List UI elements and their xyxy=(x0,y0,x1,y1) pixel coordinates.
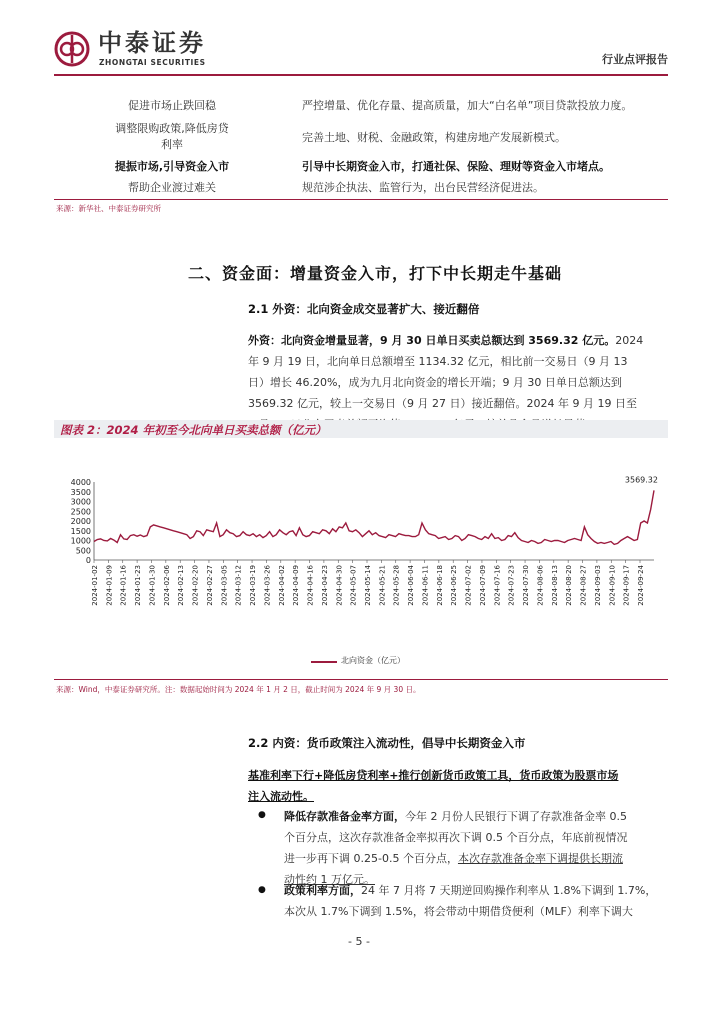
x-tick-label: 2024-07-02 xyxy=(464,565,473,606)
table-cell-right: 完善土地、财税、金融政策，构建房地产发展新模式。 xyxy=(302,131,566,144)
x-tick-label: 2024-02-27 xyxy=(205,565,214,606)
brand-name-cn: 中泰证券 xyxy=(98,29,206,57)
report-type-label: 行业点评报告 xyxy=(602,53,668,66)
table-cell-left-cont: 利率 xyxy=(161,138,183,151)
x-tick-label: 2024-05-21 xyxy=(378,565,387,606)
table-cell-right: 规范涉企执法、监管行为，出台民营经济促进法。 xyxy=(302,181,544,194)
y-tick-label: 2500 xyxy=(70,507,91,517)
y-axis xyxy=(71,478,94,565)
table-cell-left: 调整限购政策,降低房贷 xyxy=(115,122,229,135)
y-tick-label: 1000 xyxy=(70,536,91,546)
x-tick-label: 2024-04-02 xyxy=(277,565,286,606)
y-tick-label: 3500 xyxy=(70,487,91,497)
table-bottom-border xyxy=(54,199,668,200)
subsection-heading: 2.1 外资：北向资金成交显著扩大、接近翻倍 xyxy=(248,302,480,316)
x-tick-label: 2024-04-30 xyxy=(335,565,344,606)
x-tick-label: 2024-09-24 xyxy=(637,565,645,606)
x-tick-label: 2024-09-10 xyxy=(608,565,617,606)
x-tick-label: 2024-08-06 xyxy=(536,565,545,606)
x-tick-label: 2024-05-28 xyxy=(392,565,401,606)
table-cell-left: 帮助企业渡过难关 xyxy=(128,181,216,194)
bullet-rrr: 降低存款准备金率方面，今年 2 月份人民银行下调了存款准备金率 0.5 个百分点，这次存款准备金率拟再次下调 0.5 个百分点，年底前视情况 进一步再下调 0.25-0.5 个百分点，本次存款准备金率下调提供长期流 动性约 1 万亿元。 xyxy=(284,810,628,886)
x-tick-label: 2024-06-11 xyxy=(421,565,430,606)
x-tick-label: 2024-02-06 xyxy=(162,565,171,606)
x-axis xyxy=(91,560,654,606)
table-cell-left: 促进市场止跌回稳 xyxy=(128,99,216,112)
bullet-icon: ● xyxy=(258,810,266,820)
y-tick-label: 4000 xyxy=(70,478,91,487)
x-tick-label: 2024-06-25 xyxy=(450,565,459,606)
paragraph-lead: 外资：北向资金增量显著，9 月 30 日单日买卖总额达到 3569.32 亿元。 xyxy=(248,334,616,347)
x-tick-label: 2024-04-23 xyxy=(320,565,329,606)
x-tick-label: 2024-08-27 xyxy=(579,565,588,606)
series-line-northbound xyxy=(94,490,654,544)
x-tick-label: 2024-09-17 xyxy=(622,565,631,606)
paragraph-northbound: 外资：北向资金增量显著，9 月 30 日单日买卖总额达到 3569.32 亿元。2024 年 9 月 19 日，北向单日总额增至 1134.32 亿元，相比前一交易日（9 月 13 日）增长 46.20%，成为九月北向资金的增长开端；9 月 30 日单日总额达到 3569.32 亿元，较上一交易日（9 月 27 日）接近翻倍。2024 年 9 月 19 日至 xyxy=(248,334,644,410)
subsection-heading: 2.2 内资：货币政策注入流动性，倡导中长期资金入市 xyxy=(248,736,526,750)
y-tick-label: 1500 xyxy=(70,526,91,536)
y-tick-label: 0 xyxy=(85,556,91,565)
x-tick-label: 2024-06-04 xyxy=(407,565,416,606)
bullet-icon: ● xyxy=(258,885,266,895)
x-tick-label: 2024-08-13 xyxy=(550,565,559,606)
figure-source: 来源：Wind，中泰证券研究所。注：数据起始时间为 2024 年 1 月 2 日，截止时间为 2024 年 9 月 30 日。 xyxy=(56,685,421,694)
brand-name-en: ZHONGTAI SECURITIES xyxy=(99,58,206,67)
section-title: 二、资金面：增量资金入市，打下中长期走牛基础 xyxy=(188,264,563,283)
x-tick-label: 2024-01-16 xyxy=(119,565,128,606)
x-tick-label: 2024-07-30 xyxy=(522,565,531,606)
legend-swatch xyxy=(311,661,337,663)
x-tick-label: 2024-06-18 xyxy=(435,565,444,606)
northbound-line-chart xyxy=(54,470,668,650)
table-cell-right: 严控增量、优化存量、提高质量，加大“白名单”项目贷款投放力度。 xyxy=(302,99,633,112)
y-tick-label: 500 xyxy=(75,546,91,556)
x-tick-label: 2024-04-09 xyxy=(292,565,301,606)
x-tick-label: 2024-02-20 xyxy=(191,565,200,606)
y-tick-label: 2000 xyxy=(70,517,91,526)
x-tick-label: 2024-02-13 xyxy=(177,565,186,606)
x-tick-label: 2024-01-02 xyxy=(91,565,99,606)
x-tick-label: 2024-07-23 xyxy=(507,565,516,606)
figure-title: 图表 2：2024 年初至今北向单日买卖总额（亿元） xyxy=(60,423,327,437)
y-tick-label: 3000 xyxy=(70,497,91,507)
x-tick-label: 2024-03-05 xyxy=(220,565,229,606)
x-tick-label: 2024-07-09 xyxy=(478,565,487,606)
x-tick-label: 2024-01-09 xyxy=(105,565,114,606)
header-divider xyxy=(54,74,668,76)
x-tick-label: 2024-01-30 xyxy=(148,565,157,606)
page-number: - 5 - xyxy=(348,935,370,948)
figure-bottom-border xyxy=(54,679,668,680)
zhongtai-logo-icon xyxy=(54,31,90,67)
table-cell-left: 提振市场,引导资金入市 xyxy=(114,160,230,173)
x-tick-label: 2024-05-14 xyxy=(364,565,372,606)
x-tick-label: 2024-08-20 xyxy=(565,565,574,606)
x-tick-label: 2024-07-16 xyxy=(493,565,502,606)
x-tick-label: 2024-05-07 xyxy=(349,565,358,606)
x-tick-label: 2024-03-26 xyxy=(263,565,272,606)
peak-annotation: 3569.32 xyxy=(624,475,658,485)
table-source: 来源：新华社、中泰证券研究所 xyxy=(56,204,161,213)
table-cell-right: 引导中长期资金入市，打通社保、保险、理财等资金入市堵点。 xyxy=(302,160,610,173)
x-tick-label: 2024-03-19 xyxy=(249,565,258,606)
x-tick-label: 2024-04-16 xyxy=(306,565,315,606)
x-tick-label: 2024-09-03 xyxy=(593,565,602,606)
x-tick-label: 2024-01-23 xyxy=(134,565,143,606)
legend-label: 北向资金（亿元） xyxy=(341,656,405,665)
x-tick-label: 2024-03-12 xyxy=(234,565,243,606)
bullet-policy-rate: 政策利率方面，24 年 7 月将 7 天期逆回购操作利率从 1.8%下调到 1.7%， 本次从 1.7%下调到 1.5%，将会带动中期借贷便利（MLF）利率下调大 xyxy=(284,884,657,918)
paragraph-domestic-intro: 基准利率下行+降低房贷利率+推行创新货币政策工具，货币政策为股票市场 注入流动性。 xyxy=(248,769,619,803)
